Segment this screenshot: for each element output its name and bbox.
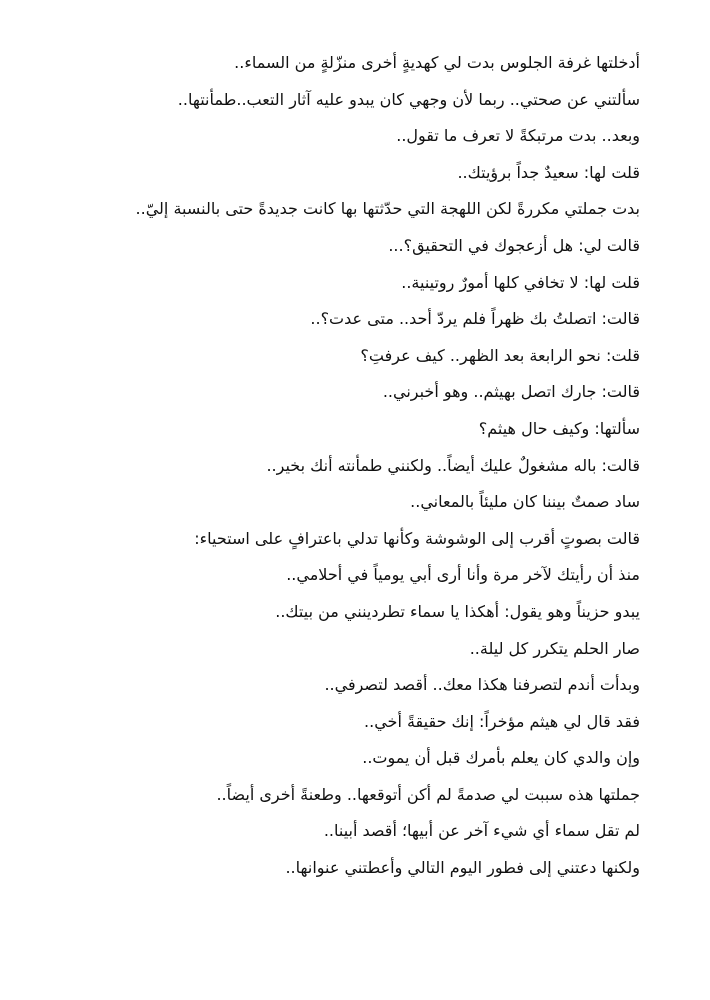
text-line: بدت جملتي مكررةً لكن اللهجة التي حدّثتها بها كانت جديدةً حتى بالنسبة إليّ.. xyxy=(135,199,640,219)
text-line: وبدأت أندم لتصرفنا هكذا معك.. أقصد لتصرفي.. xyxy=(324,675,640,695)
text-line: فقد قال لي هيثم مؤخراً: إنك حقيقةً أخي.. xyxy=(364,711,640,731)
text-line: منذ أن رأيتك لآخر مرة وأنا أرى أبي يومياً في أحلامي.. xyxy=(286,565,640,585)
text-line: ولكنها دعتني إلى فطور اليوم التالي وأعطتني عنوانها.. xyxy=(285,858,640,878)
text-line: قالت لي: هل أزعجوك في التحقيق؟... xyxy=(388,235,640,255)
text-line: لم تقل سماء أي شيء آخر عن أبيها؛ أقصد أبينا.. xyxy=(323,821,640,841)
text-line: قلت لها: سعيدٌ جداً برؤيتك.. xyxy=(457,162,640,182)
text-line: أدخلتها غرفة الجلوس بدت لي كهديةٍ أخرى منزّلةٍ من السماء.. xyxy=(234,53,640,72)
text-line: قالت: باله مشغولٌ عليك أيضاً.. ولكنني طمأنته أنك بخير.. xyxy=(266,455,640,475)
body-text xyxy=(60,48,640,890)
text-line: وبعد.. بدت مرتبكةً لا تعرف ما تقول.. xyxy=(396,126,640,146)
text-line: قلت: نحو الرابعة بعد الظهر.. كيف عرفتِ؟ xyxy=(360,345,640,365)
text-line: يبدو حزيناً وهو يقول: أهكذا يا سماء تطردينني من بيتك.. xyxy=(275,601,640,621)
text-line: قالت: جارك اتصل بهيثم.. وهو أخبرني.. xyxy=(382,382,640,402)
text-line: سألتها: وكيف حال هيثم؟ xyxy=(478,418,640,438)
text-line: وإن والدي كان يعلم بأمرك قبل أن يموت.. xyxy=(362,748,640,768)
text-line: قالت بصوتٍ أقرب إلى الوشوشة وكأنها تدلي باعترافٍ على استحياء: xyxy=(194,528,640,548)
text-line: قلت لها: لا تخافي كلها أمورٌ روتينية.. xyxy=(401,272,640,292)
text-line: صار الحلم يتكرر كل ليلة.. xyxy=(469,638,640,658)
text-line: جملتها هذه سببت لي صدمةً لم أكن أتوقعها.. وطعنةً أخرى أيضاً.. xyxy=(216,784,640,804)
text-line: سألتني عن صحتي.. ربما لأن وجهي كان يبدو عليه آثار التعب..طمأنتها.. xyxy=(177,89,640,109)
text-line: ساد صمتٌ بيننا كان مليئاً بالمعاني.. xyxy=(410,492,640,512)
text-line: قالت: اتصلتُ بك ظهراً فلم يردّ أحد.. متى عدت؟.. xyxy=(310,309,640,329)
